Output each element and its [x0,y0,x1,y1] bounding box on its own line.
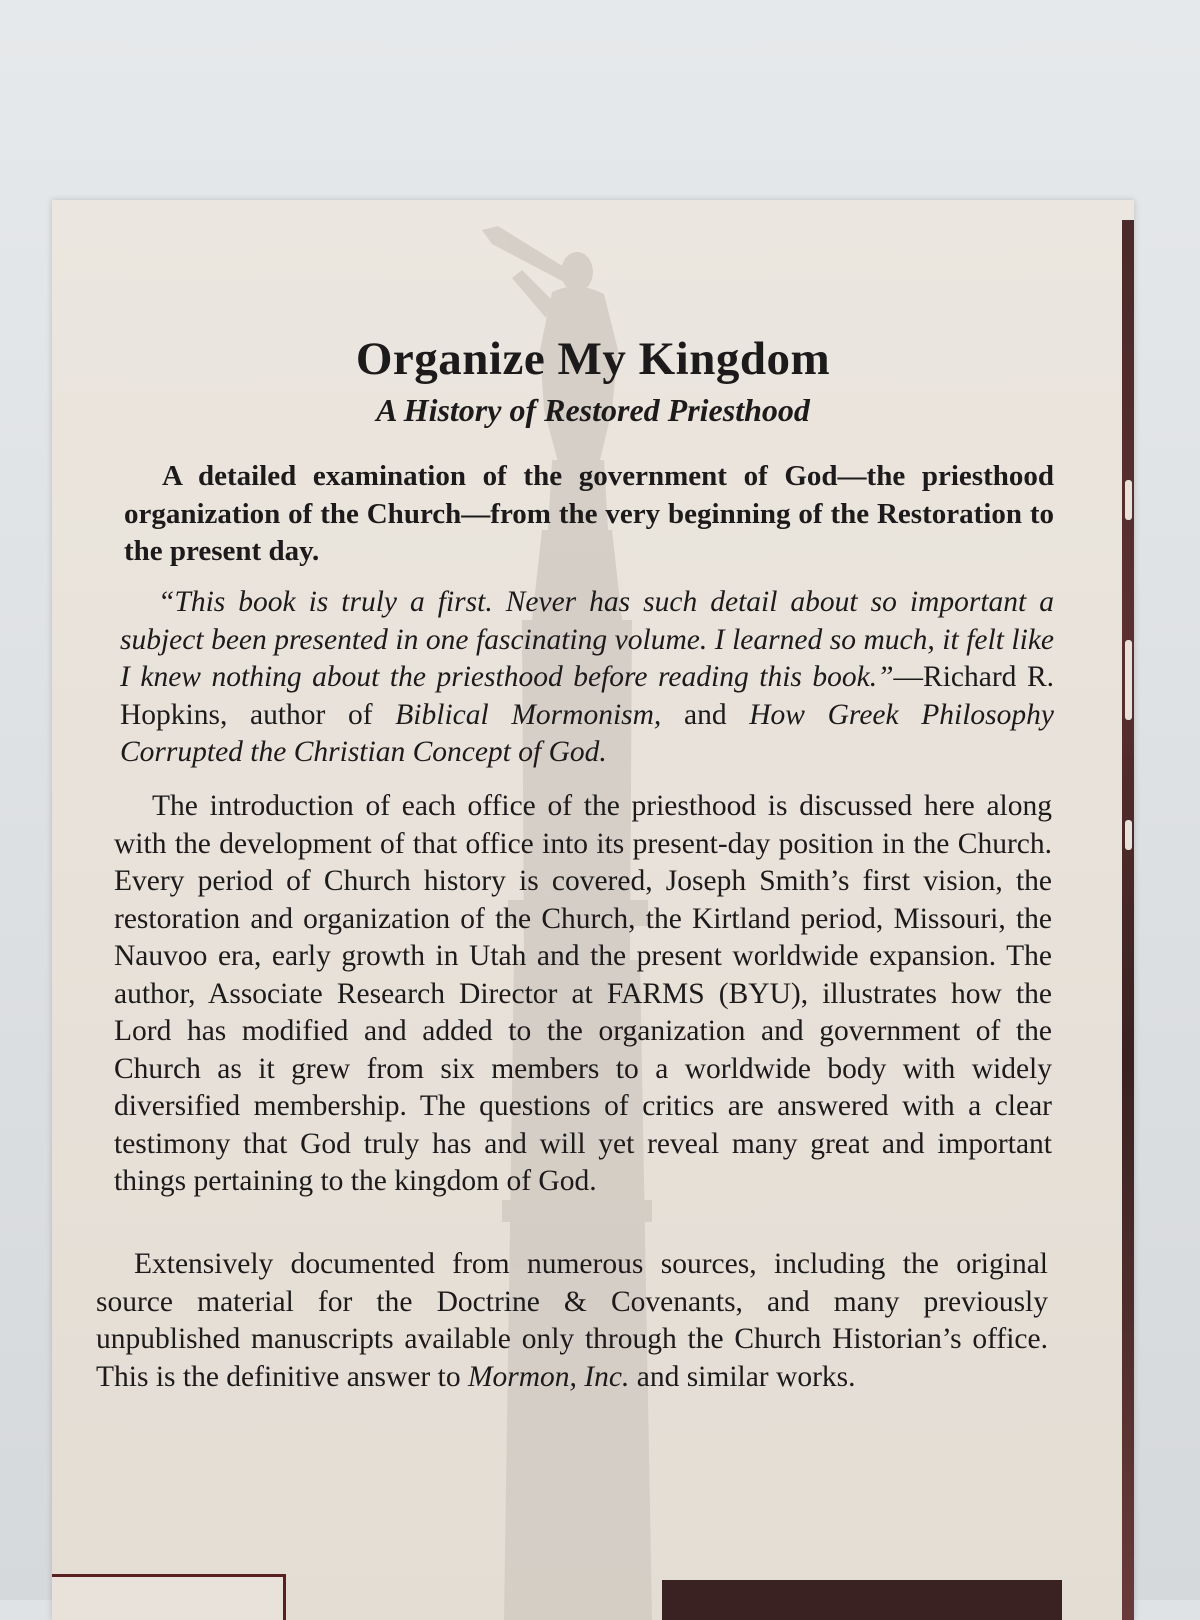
bottom-left-label-frame [52,1574,286,1620]
book-title: Organize My Kingdom [355,333,831,385]
lead-paragraph: A detailed examination of the government of God—the priesthood organization of the Church—from the very beginning of the Restoration to the present day. [124,460,1054,567]
documentation-text: Extensively documented from numerous sources, including the original source material for the Doctrine & Covenants, and many previously unpublished manuscripts available only through the Church Historian’s office. This is the definitive answer to [96,1248,1048,1393]
book-subtitle: A History of Restored Priesthood [376,392,810,428]
documentation-paragraph [96,1246,1048,1396]
endorsement-quote [120,584,1054,772]
quote-work-2: How Greek Philosophy Corrupted the Christian Concept of God. [120,698,1054,768]
quote-text: “This book is truly a first. Never has such detail about so important a subject been presented in one fascinating volume. I learned so much, it felt like I knew nothing about the priesthood before reading this book.” [120,586,1054,693]
documentation-text-end: and similar works. [629,1360,856,1393]
quote-attribution: —Richard R. Hopkins, author of [120,661,1055,731]
quote-work-1: Biblical Mormonism, [395,698,662,731]
quote-connector: and [661,698,750,731]
cover-text [52,200,1134,1620]
book-back-cover [52,200,1134,1620]
documentation-italic-title: Mormon, Inc. [467,1360,630,1393]
description-paragraph: The introduction of each office of the priesthood is discussed here along with the development of that office into its present-day position in the Church. Every period of Church history is covered, Joseph Smith’s first vision, the restoration and organization of the Church, the Kirtland period, Missouri, the Nauvoo era, early growth in Utah and the present worldwide expansion. The author, Associate Research Director at FARMS (BYU), illustrates how the Lord has modified and added to the organization and government of the Church as it grew from six members to a worldwide body with widely diversified membership. The questions of critics are answered with a clear testimony that God truly has and will yet reveal many great and important things pertaining to the kingdom of God. [114,790,1052,1197]
bottom-right-dark-bar [662,1580,1062,1620]
